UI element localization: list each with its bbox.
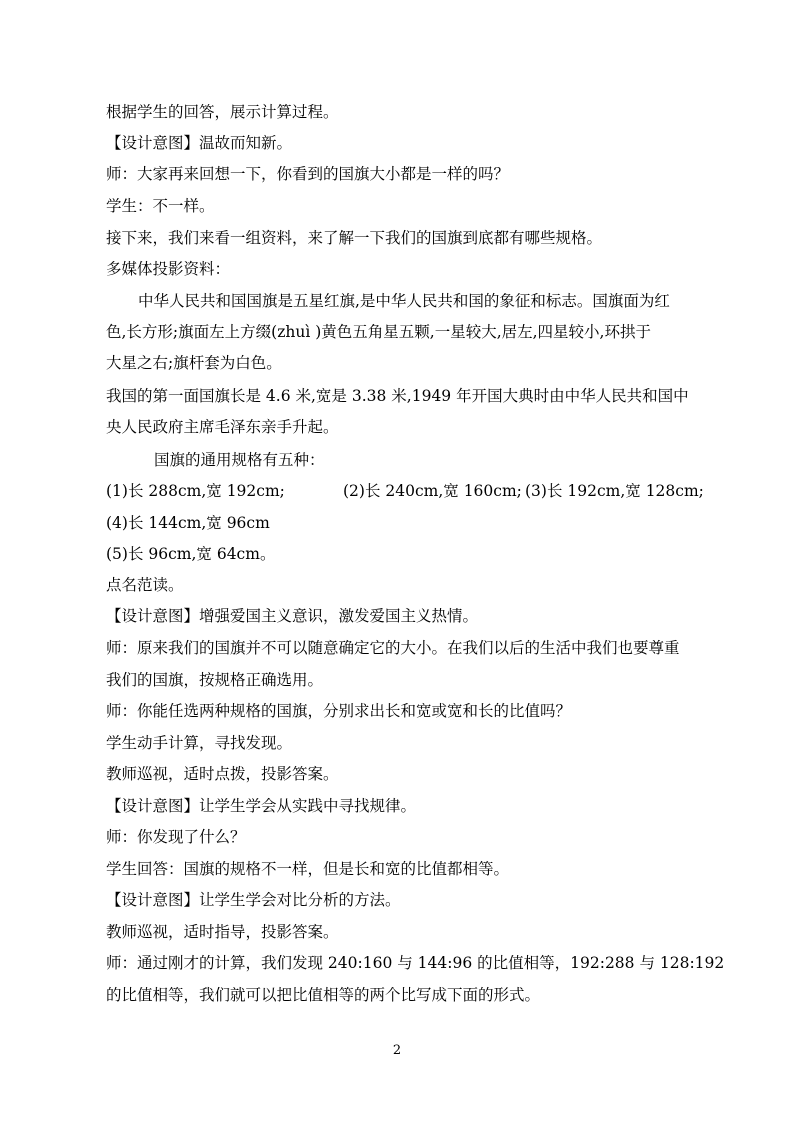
paragraph-line: 师：你能任选两种规格的国旗，分别求出长和宽或宽和长的比值吗？ bbox=[106, 702, 572, 720]
paragraph-line: 的比值相等，我们就可以把比值相等的两个比写成下面的形式。 bbox=[106, 986, 541, 1004]
spec-heading: 国旗的通用规格有五种： bbox=[154, 451, 325, 469]
paragraph-line: 教师巡视，适时点拨，投影答案。 bbox=[106, 765, 339, 783]
paragraph-line: 学生回答：国旗的规格不一样，但是长和宽的比值都相等。 bbox=[106, 860, 510, 878]
paragraph-line: 师：你发现了什么？ bbox=[106, 828, 246, 846]
spec-item: (4)长 144cm,宽 96cm bbox=[106, 514, 270, 532]
paragraph-line: 师：原来我们的国旗并不可以随意确定它的大小。在我们以后的生活中我们也要尊重 bbox=[106, 639, 680, 657]
paragraph-line: 根据学生的回答，展示计算过程。 bbox=[106, 103, 339, 121]
paragraph-line: 点名范读。 bbox=[106, 576, 184, 594]
design-intent-line: 【设计意图】让学生学会对比分析的方法。 bbox=[106, 891, 401, 909]
paragraph-line: 师：大家再来回想一下，你看到的国旗大小都是一样的吗？ bbox=[106, 165, 510, 183]
material-line: 色,长方形;旗面左上方缀(zhuì )黄色五角星五颗,一星较大,居左,四星较小,环拱于 bbox=[106, 323, 651, 341]
spec-item: (1)长 288cm,宽 192cm; bbox=[106, 482, 285, 500]
paragraph-line: 多媒体投影资料： bbox=[106, 260, 231, 278]
paragraph-line: 接下来，我们来看一组资料，来了解一下我们的国旗到底都有哪些规格。 bbox=[106, 229, 603, 247]
paragraph-line: 教师巡视，适时指导，投影答案。 bbox=[106, 923, 339, 941]
design-intent-line: 【设计意图】让学生学会从实践中寻找规律。 bbox=[106, 797, 417, 815]
paragraph-line: 我们的国旗，按规格正确选用。 bbox=[106, 671, 324, 689]
spec-item: (2)长 240cm,宽 160cm; bbox=[343, 482, 522, 500]
material-line: 央人民政府主席毛泽东亲手升起。 bbox=[106, 418, 339, 436]
design-intent-line: 【设计意图】温故而知新。 bbox=[106, 134, 293, 152]
spec-item: (5)长 96cm,宽 64cm。 bbox=[106, 545, 276, 563]
paragraph-line: 学生动手计算，寻找发现。 bbox=[106, 734, 293, 752]
paragraph-line: 师：通过刚才的计算，我们发现 240:160 与 144:96 的比值相等，192:288 与 128:192 bbox=[106, 954, 725, 972]
material-line: 我国的第一面国旗长是 4.6 米,宽是 3.38 米,1949 年开国大典时由中华人民共和国中 bbox=[106, 387, 689, 405]
material-line: 中华人民共和国国旗是五星红旗,是中华人民共和国的象征和标志。国旗面为红 bbox=[138, 292, 670, 310]
page-number: 2 bbox=[392, 1043, 402, 1058]
spec-item: (3)长 192cm,宽 128cm; bbox=[525, 482, 704, 500]
material-line: 大星之右;旗杆套为白色。 bbox=[106, 354, 282, 372]
paragraph-line: 学生：不一样。 bbox=[106, 197, 215, 215]
design-intent-line: 【设计意图】增强爱国主义意识，激发爱国主义热情。 bbox=[106, 607, 479, 625]
